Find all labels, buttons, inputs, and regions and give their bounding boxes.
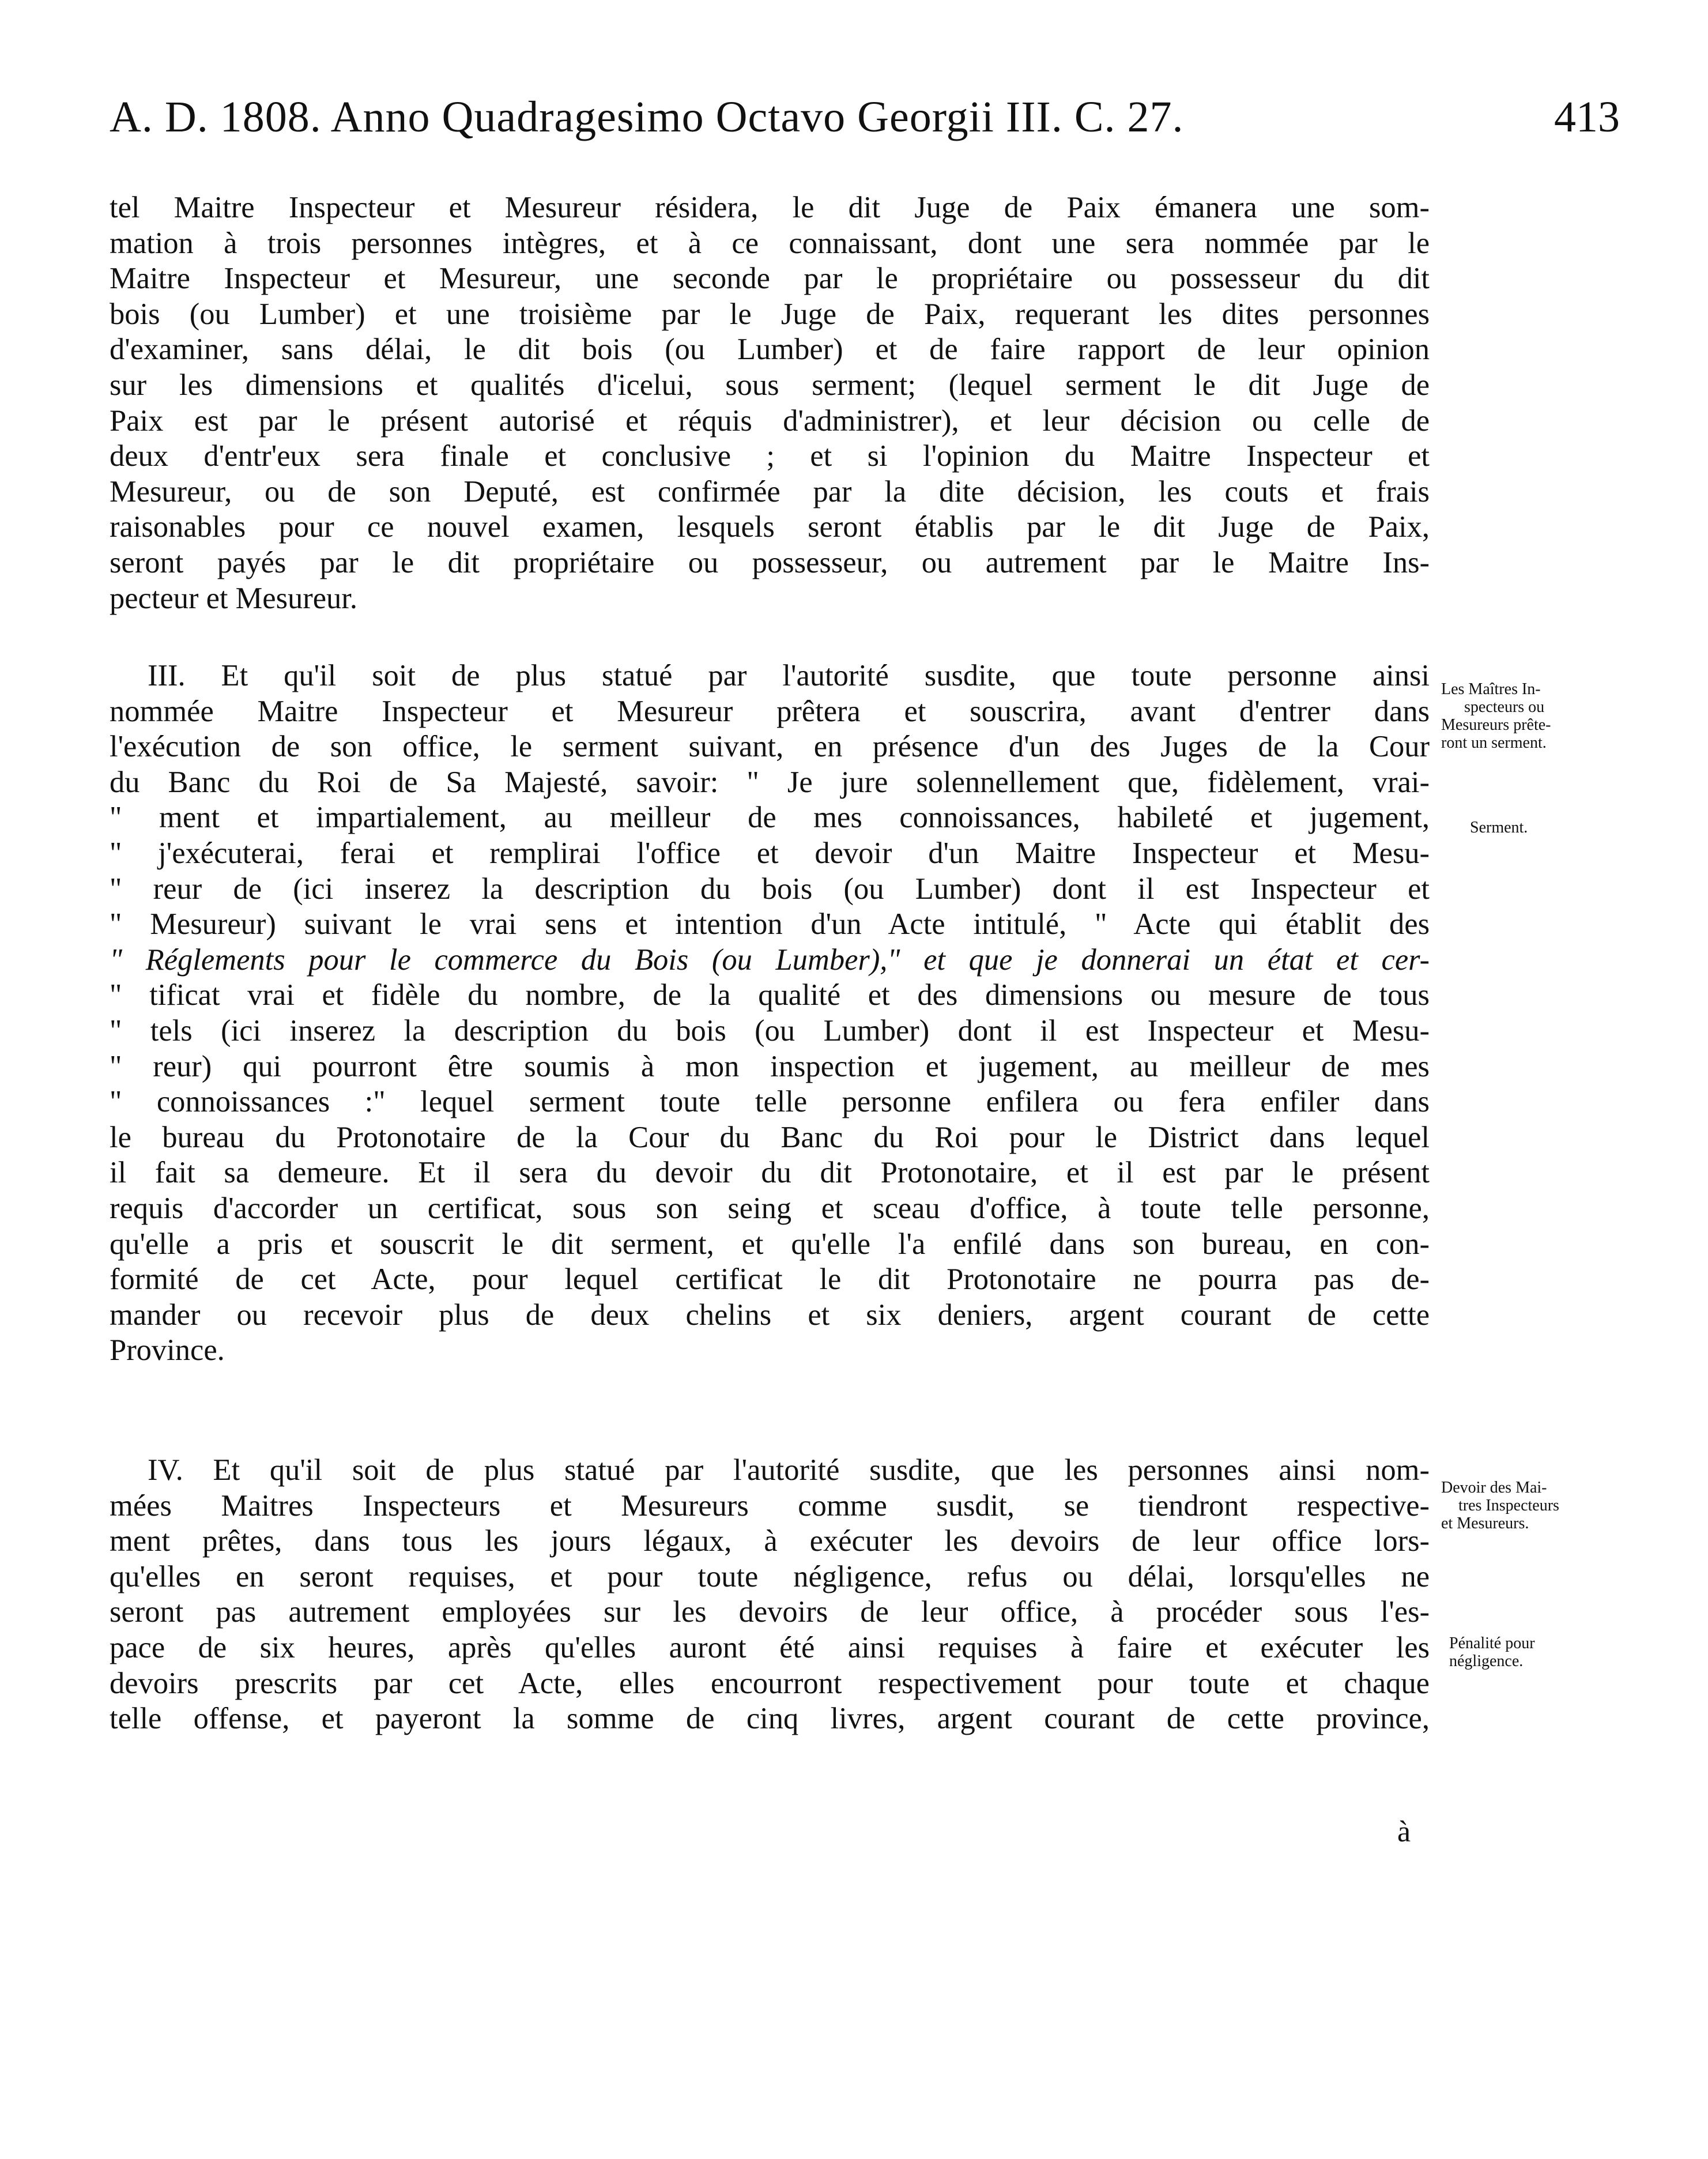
page-header — [110, 92, 1620, 161]
text-line: nommée Maitre Inspecteur et Mesureur prêtera et souscrira, avant d'entrer dans — [110, 694, 1430, 728]
running-title: A. D. 1808. Anno Quadragesimo Octavo Georgii III. C. 27. — [110, 93, 1184, 141]
text-line: du Banc du Roi de Sa Majesté, savoir: " Je jure solennellement que, fidèlement, vrai- — [110, 765, 1430, 799]
text-line: Province. — [110, 1333, 225, 1367]
text-line: ment prêtes, dans tous les jours légaux, à exécuter les devoirs de leur office lors- — [110, 1524, 1430, 1558]
text-line: mander ou recevoir plus de deux chelins et six deniers, argent courant de cette — [110, 1298, 1430, 1332]
text-line: Paix est par le présent autorisé et réquis d'administrer), et leur décision ou celle de — [110, 404, 1430, 438]
text-line: l'exécution de son office, le serment suivant, en présence d'un des Juges de la Cour — [110, 730, 1430, 764]
note-line: Pénalité pour — [1449, 1634, 1535, 1652]
paragraph-section-iv — [110, 1453, 1430, 1737]
text-line: " j'exécuterai, ferai et remplirai l'office et devoir d'un Maitre Inspecteur et Mesu- — [110, 836, 1430, 870]
text-line: requis d'accorder un certificat, sous son seing et sceau d'office, à toute telle personne, — [110, 1191, 1430, 1225]
text-line: devoirs prescrits par cet Acte, elles encourront respectivement pour toute et chaque — [110, 1666, 1430, 1700]
text-line: deux d'entr'eux sera finale et conclusive ; et si l'opinion du Maitre Inspecteur et — [110, 439, 1430, 473]
text-line: seront pas autrement employées sur les devoirs de leur office, à procéder sous l'es- — [110, 1595, 1430, 1629]
text-line: qu'elle a pris et souscrit le dit serment, et qu'elle l'a enfilé dans son bureau, en con- — [110, 1227, 1430, 1261]
text-line: III. Et qu'il soit de plus statué par l'autorité susdite, que toute personne ainsi — [148, 659, 1430, 692]
text-line: sur les dimensions et qualités d'icelui, sous serment; (lequel serment le dit Juge de — [110, 368, 1430, 402]
note-line: Serment. — [1470, 819, 1528, 837]
margin-note-penalite — [1441, 1634, 1634, 1670]
note-line: Mesureurs prête- — [1441, 716, 1551, 734]
text-line: " reur) qui pourront être soumis à mon inspection et jugement, au meilleur de mes — [110, 1049, 1430, 1083]
catchword: à — [1397, 1815, 1411, 1848]
text-line: mées Maitres Inspecteurs et Mesureurs comme susdit, se tiendront respective- — [110, 1489, 1430, 1523]
text-line: bois (ou Lumber) et une troisième par le Juge de Paix, requerant les dites personnes — [110, 297, 1430, 331]
text-line: pecteur et Mesureur. — [110, 581, 358, 615]
text-line: raisonables pour ce nouvel examen, lesquels seront établis par le dit Juge de Paix, — [110, 510, 1430, 544]
text-line: mation à trois personnes intègres, et à ce connaissant, dont une sera nommée par le — [110, 226, 1430, 260]
note-line: specteurs ou — [1464, 698, 1545, 716]
text-line: seront payés par le dit propriétaire ou possesseur, ou autrement par le Maitre Ins- — [110, 545, 1430, 579]
text-line: " reur de (ici inserez la description du bois (ou Lumber) dont il est Inspecteur et — [110, 872, 1430, 906]
note-line: et Mesureurs. — [1441, 1514, 1529, 1532]
text-line: " ment et impartialement, au meilleur de mes connoissances, habileté et jugement, — [110, 801, 1430, 835]
text-line: " tificat vrai et fidèle du nombre, de la qualité et des dimensions ou mesure de tous — [110, 978, 1430, 1012]
note-line: ront un serment. — [1441, 734, 1547, 752]
text-line: pace de six heures, après qu'elles auront été ainsi requises à faire et exécuter les — [110, 1630, 1430, 1664]
text-line: " Mesureur) suivant le vrai sens et intention d'un Acte intitulé, " Acte qui établit des — [110, 907, 1430, 941]
text-line: Mesureur, ou de son Deputé, est confirmée par la dite décision, les couts et frais — [110, 474, 1430, 508]
margin-note-serment-required — [1441, 680, 1626, 752]
note-line: tres Inspecteurs — [1458, 1497, 1559, 1514]
margin-note-serment — [1441, 819, 1654, 837]
text-line: " tels (ici inserez la description du bois (ou Lumber) dont il est Inspecteur et Mesu- — [110, 1013, 1430, 1048]
page-number: 413 — [1554, 93, 1620, 141]
text-line: " Réglements pour le commerce du Bois (ou Lumber)," et que je donnerai un état et cer- — [110, 943, 1430, 977]
note-line: Les Maîtres In- — [1441, 680, 1541, 698]
text-line: tel Maitre Inspecteur et Mesureur résidera, le dit Juge de Paix émanera une som- — [110, 191, 1430, 224]
text-line: " connoissances :" lequel serment toute telle personne enfilera ou fera enfiler dans — [110, 1085, 1430, 1119]
text-line: il fait sa demeure. Et il sera du devoir du dit Protonotaire, et il est par le présent — [110, 1156, 1430, 1190]
margin-note-devoir — [1441, 1479, 1626, 1532]
paragraph-section-iii — [110, 658, 1430, 1369]
note-line: Devoir des Mai- — [1441, 1479, 1547, 1497]
text-line: le bureau du Protonotaire de la Cour du Banc du Roi pour le District dans lequel — [110, 1120, 1430, 1154]
paragraph-continuation — [110, 190, 1430, 616]
note-line: négligence. — [1449, 1652, 1524, 1670]
text-line: formité de cet Acte, pour lequel certificat le dit Protonotaire ne pourra pas de- — [110, 1263, 1430, 1297]
text-line: IV. Et qu'il soit de plus statué par l'autorité susdite, que les personnes ainsi nom- — [148, 1453, 1430, 1487]
text-line: Maitre Inspecteur et Mesureur, une seconde par le propriétaire ou possesseur du dit — [110, 262, 1430, 296]
text-line: telle offense, et payeront la somme de cinq livres, argent courant de cette province, — [110, 1702, 1430, 1736]
text-line: d'examiner, sans délai, le dit bois (ou Lumber) et de faire rapport de leur opinion — [110, 333, 1430, 367]
text-line: qu'elles en seront requises, et pour toute négligence, refus ou délai, lorsqu'elles ne — [110, 1559, 1430, 1593]
